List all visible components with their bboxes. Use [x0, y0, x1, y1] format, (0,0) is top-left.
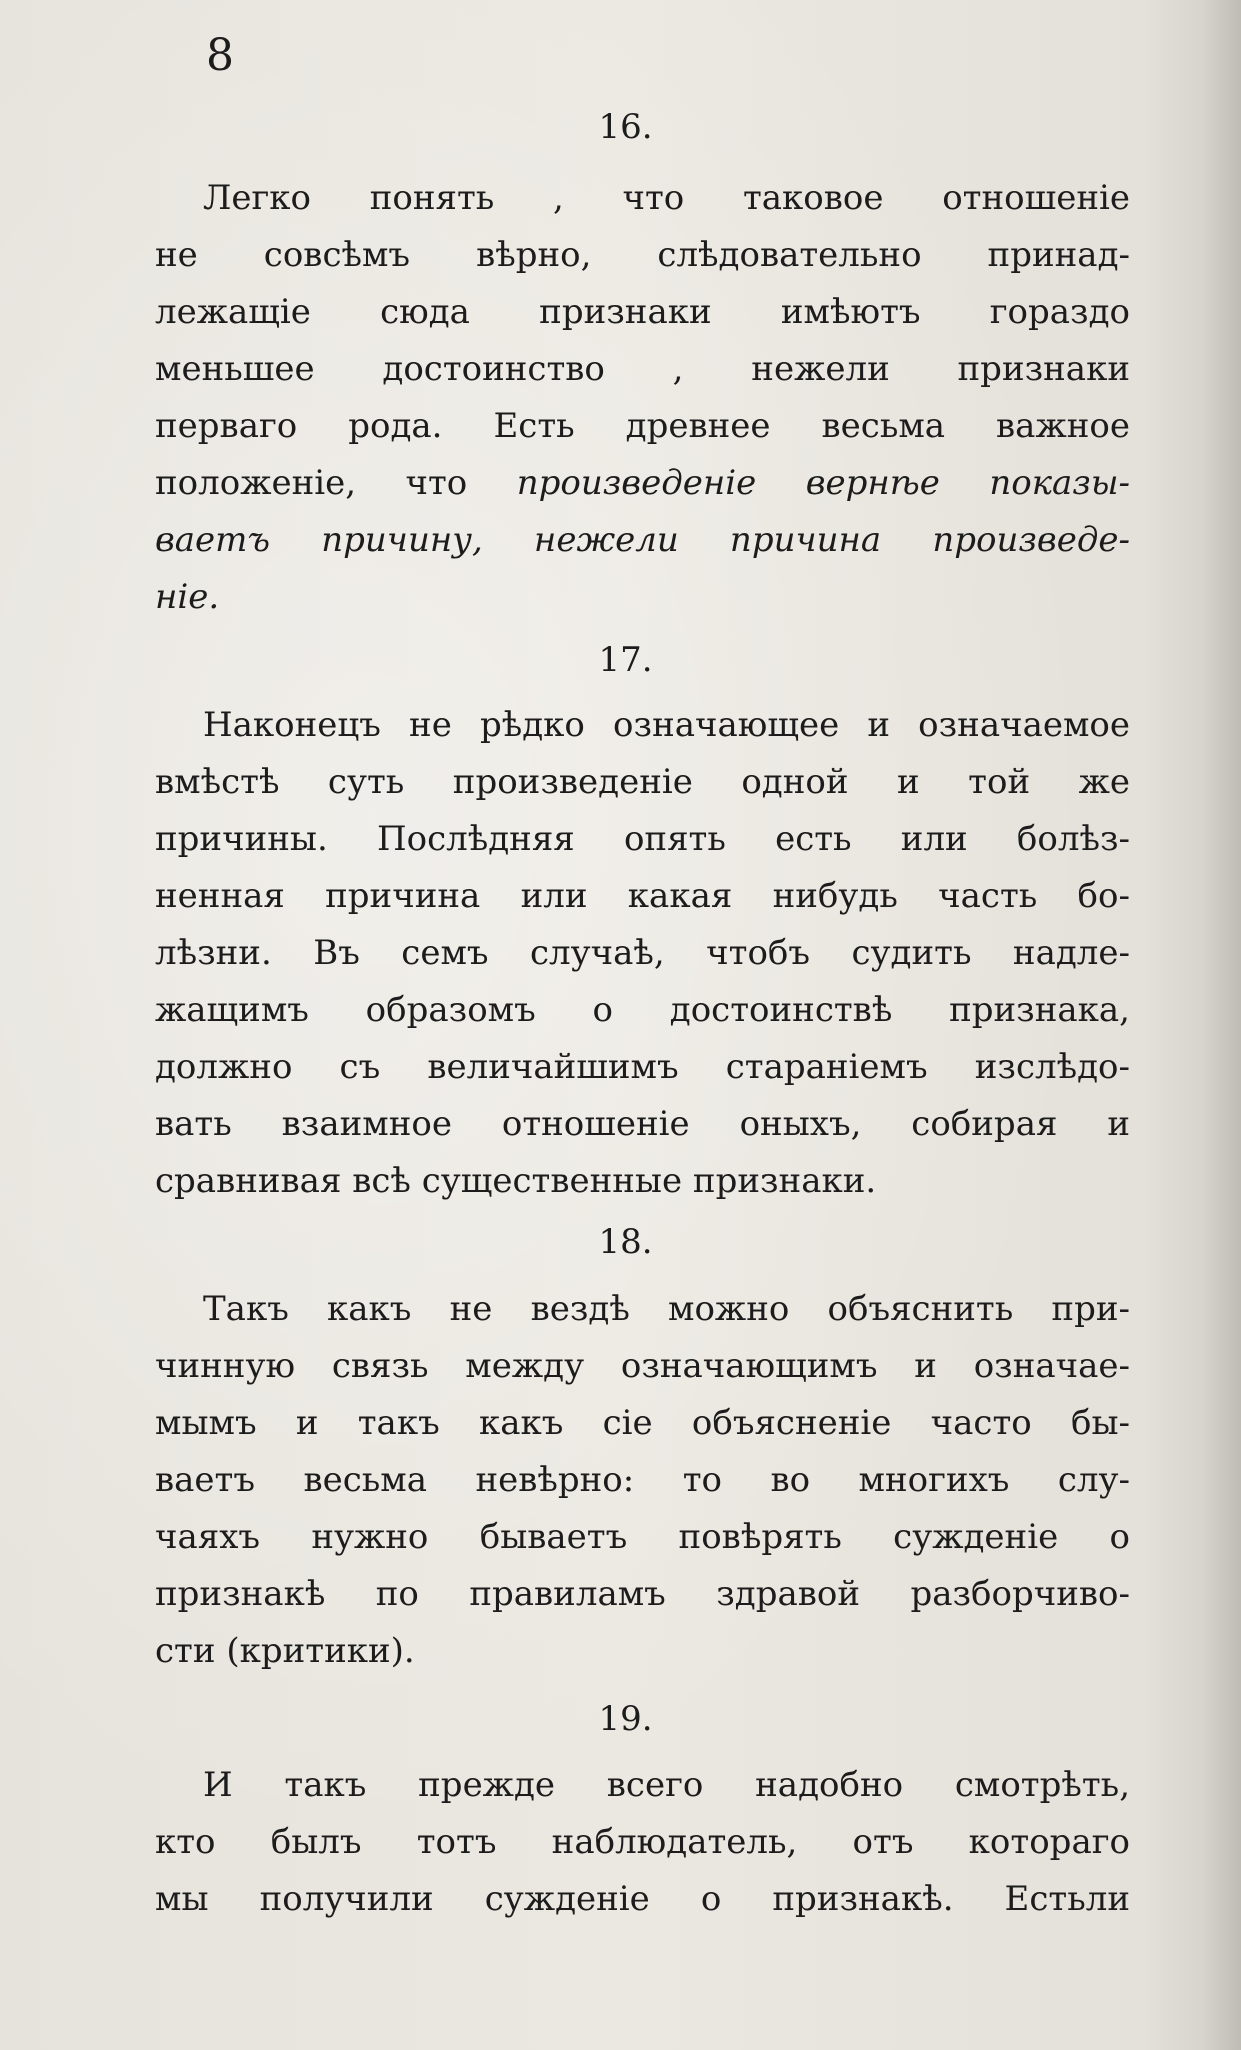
text-line [155, 1153, 1130, 1210]
text-line [155, 1281, 1130, 1338]
text-line-plain: не совсѣмъ вѣрно, слѣдовательно принад- [155, 235, 1130, 275]
text-line [155, 1623, 1130, 1680]
text-line-plain: лежащiе сюда признаки имѣютъ гораздо [155, 292, 1130, 332]
section-number: 17. [598, 640, 653, 680]
text-line-plain: лѣзни. Въ семъ случаѣ, чтобъ судить надле- [155, 933, 1130, 973]
text-line [155, 925, 1130, 982]
text-line-plain: мы получили сужденiе о признакѣ. Естьли [155, 1879, 1130, 1919]
text-line-plain: И такъ прежде всего надобно смотрѣть, [203, 1765, 1130, 1805]
text-line [155, 1509, 1130, 1566]
text-line-italic: произведенiе вернѣе показы- [516, 463, 1131, 503]
text-line-plain: сти (критики). [155, 1631, 415, 1671]
paragraph [155, 170, 1130, 626]
text-line [155, 1452, 1130, 1509]
text-line [155, 512, 1130, 569]
text-line [155, 1395, 1130, 1452]
text-line-plain: перваго рода. Есть древнее весьма важное [155, 406, 1130, 446]
text-line [155, 1039, 1130, 1096]
text-line-plain: жащимъ образомъ о достоинствѣ признака, [155, 990, 1130, 1030]
text-line [155, 754, 1130, 811]
text-line [155, 811, 1130, 868]
text-line [155, 697, 1130, 754]
text-line-plain: положенiе, что [155, 463, 517, 503]
text-line-italic: ваетъ причину, нежели причина произведе- [155, 520, 1130, 560]
text-line [155, 398, 1130, 455]
text-line [155, 982, 1130, 1039]
text-line-plain: Легко понять , что таковое отношенiе [203, 178, 1130, 218]
text-line-italic: нiе. [155, 577, 220, 617]
section-number: 16. [598, 107, 653, 147]
text-line [155, 1871, 1130, 1928]
text-line [155, 868, 1130, 925]
paragraph [155, 1281, 1130, 1680]
text-line-plain: ваетъ весьма невѣрно: то во многихъ слу- [155, 1460, 1130, 1500]
text-line [155, 341, 1130, 398]
paragraph [155, 1757, 1130, 1928]
text-line-plain: Наконецъ не рѣдко означающее и означаемое [203, 705, 1130, 745]
text-line [155, 1814, 1130, 1871]
text-line-plain: меньшее достоинство , нежели признаки [155, 349, 1130, 389]
text-line [155, 1757, 1130, 1814]
paragraph [155, 697, 1130, 1210]
text-line-plain: Такъ какъ не вездѣ можно объяснить при- [203, 1289, 1130, 1329]
text-line [155, 1338, 1130, 1395]
section-number: 19. [598, 1699, 653, 1739]
text-line-plain: признакѣ по правиламъ здравой разборчиво- [155, 1574, 1130, 1614]
text-line-plain: чинную связь между означающимъ и означае- [155, 1346, 1130, 1386]
text-line-plain: вмѣстѣ суть произведенiе одной и той же [155, 762, 1130, 802]
text-line-plain: причины. Послѣдняя опять есть или болѣз- [155, 819, 1130, 859]
text-line [155, 455, 1130, 512]
text-line [155, 1566, 1130, 1623]
text-line-plain: вать взаимное отношенiе оныхъ, собирая и [155, 1104, 1130, 1144]
text-line-plain: ненная причина или какая нибудь часть бо- [155, 876, 1130, 916]
text-line-plain: чаяхъ нужно бываетъ повѣрять сужденiе о [155, 1517, 1130, 1557]
text-line-plain: должно съ величайшимъ старанiемъ изслѣдо- [155, 1047, 1130, 1087]
page-number: 8 [206, 30, 235, 81]
text-line-plain: мымъ и такъ какъ сiе объясненiе часто бы- [155, 1403, 1130, 1443]
page-spine-shadow [1201, 0, 1241, 2050]
text-line [155, 1096, 1130, 1153]
section-number: 18. [598, 1222, 653, 1262]
text-line [155, 227, 1130, 284]
text-line [155, 170, 1130, 227]
text-line-plain: сравнивая всѣ существенные признаки. [155, 1161, 877, 1201]
text-line [155, 284, 1130, 341]
text-line-plain: кто былъ тотъ наблюдатель, отъ котораго [155, 1822, 1130, 1862]
text-line [155, 569, 1130, 626]
